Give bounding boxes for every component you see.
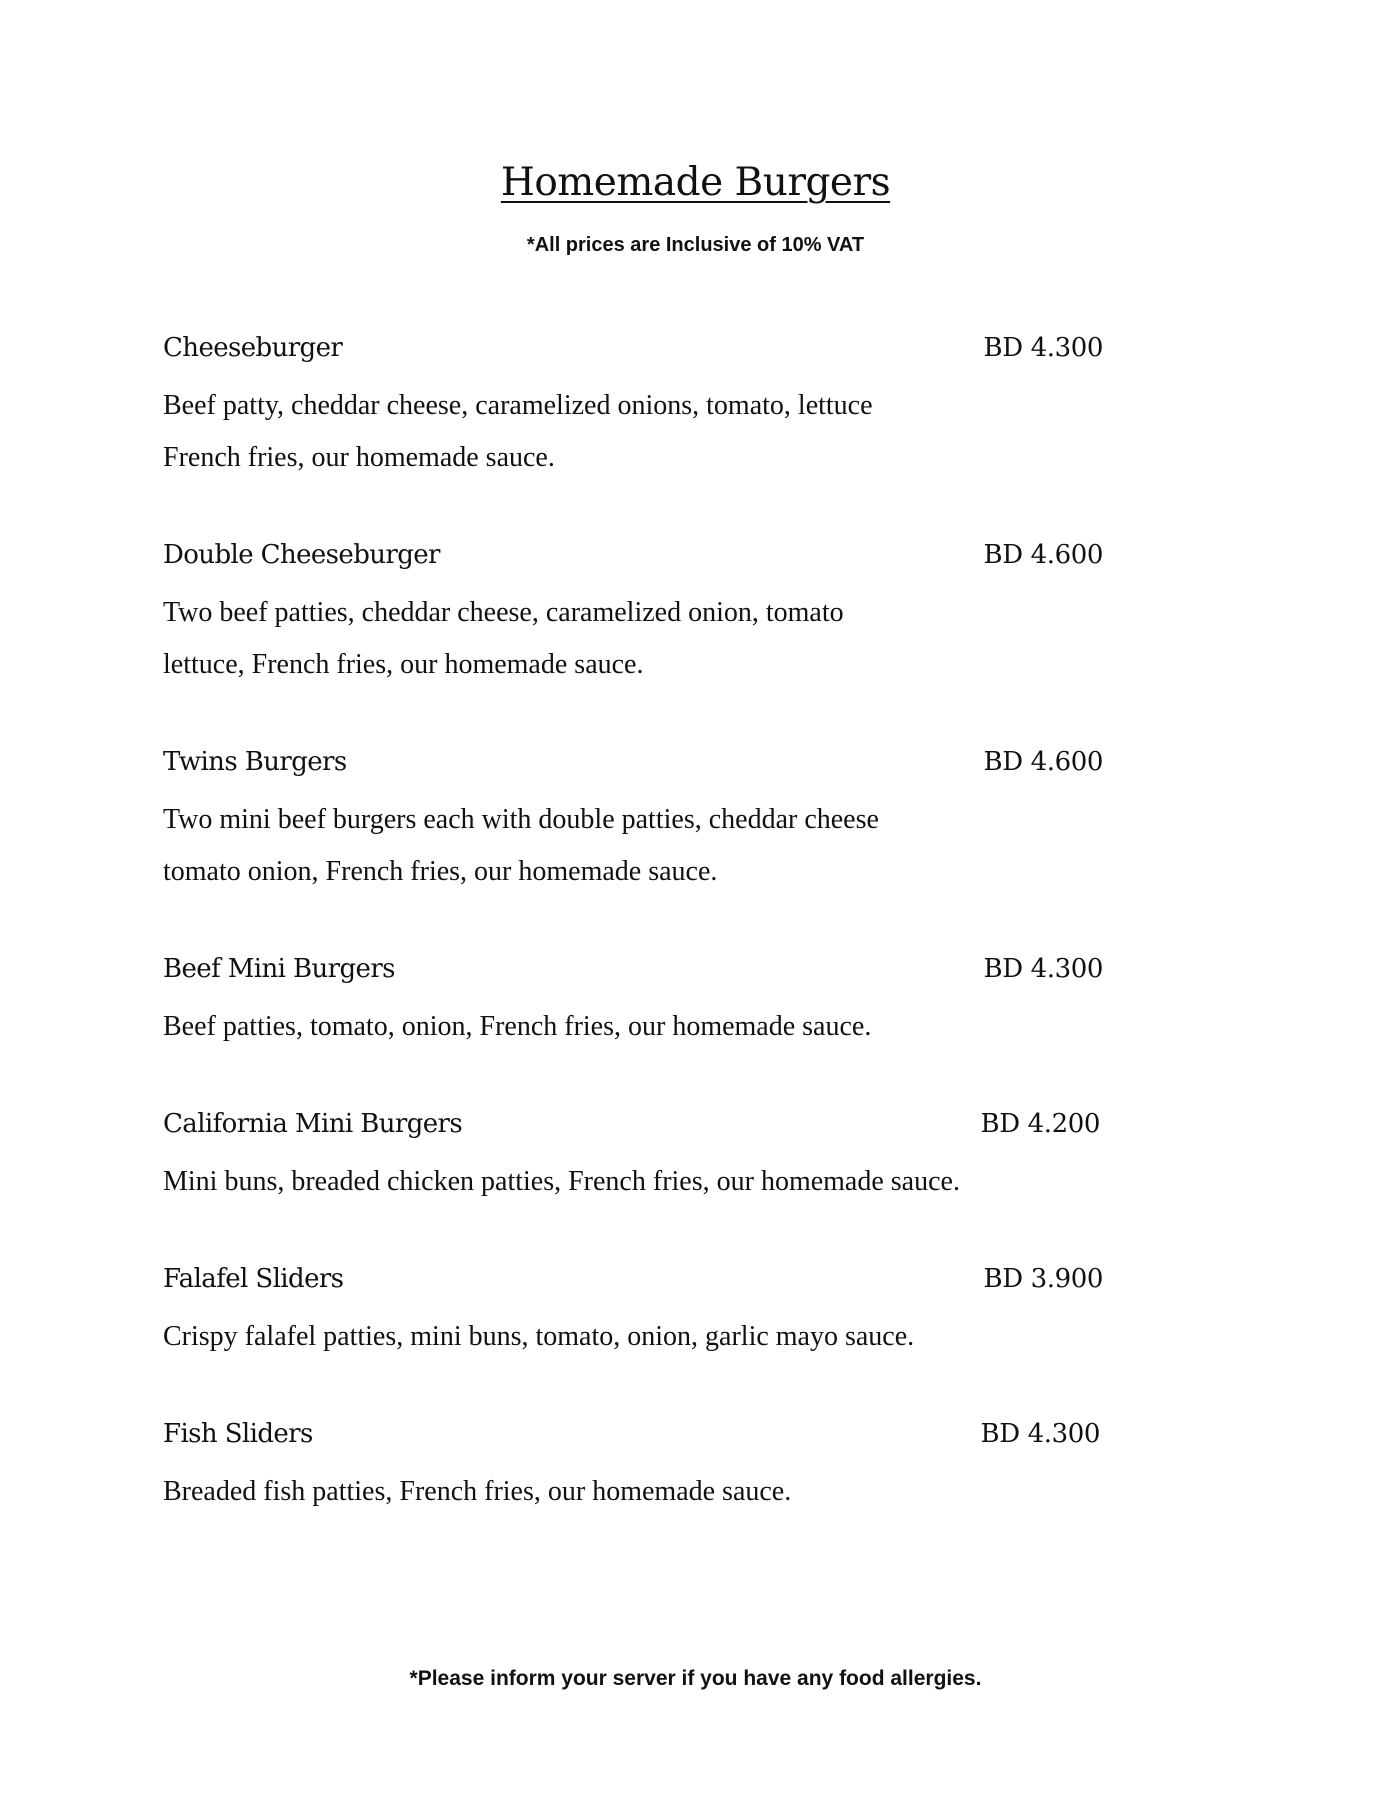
item-description-line: tomato onion, French fries, our homemade sauce. xyxy=(163,856,718,887)
item-name: California Mini Burgers xyxy=(163,1109,463,1139)
item-name: Fish Sliders xyxy=(163,1419,313,1449)
item-description-line: Beef patty, cheddar cheese, caramelized onions, tomato, lettuce xyxy=(163,390,873,421)
item-price: BD 4.300 xyxy=(983,333,1103,363)
item-description-line: Two mini beef burgers each with double patties, cheddar cheese xyxy=(163,804,879,835)
item-price: BD 3.900 xyxy=(983,1264,1103,1294)
item-name: Twins Burgers xyxy=(163,747,347,777)
item-description xyxy=(163,1156,1103,1208)
item-description-line: lettuce, French fries, our homemade sauce. xyxy=(163,649,644,680)
item-description xyxy=(163,794,1103,898)
item-description xyxy=(163,1466,1103,1518)
item-price: BD 4.200 xyxy=(980,1109,1100,1139)
item-description-line: Breaded fish patties, French fries, our homemade sauce. xyxy=(163,1476,792,1507)
item-description-line: French fries, our homemade sauce. xyxy=(163,442,555,473)
page-title: Homemade Burgers xyxy=(500,160,891,205)
item-description xyxy=(163,1001,1103,1053)
item-name: Double Cheeseburger xyxy=(163,540,440,570)
item-price: BD 4.600 xyxy=(983,540,1103,570)
item-description-line: Mini buns, breaded chicken patties, French fries, our homemade sauce. xyxy=(163,1166,960,1197)
item-description xyxy=(163,1311,1103,1363)
item-name: Beef Mini Burgers xyxy=(163,954,395,984)
item-price: BD 4.300 xyxy=(983,954,1103,984)
vat-note: *All prices are Inclusive of 10% VAT xyxy=(526,234,865,256)
item-description xyxy=(163,380,1103,484)
item-price: BD 4.600 xyxy=(983,747,1103,777)
item-description-line: Two beef patties, cheddar cheese, caramelized onion, tomato xyxy=(163,597,844,628)
item-price: BD 4.300 xyxy=(980,1419,1100,1449)
item-description-line: Beef patties, tomato, onion, French fries, our homemade sauce. xyxy=(163,1011,872,1042)
item-name: Cheeseburger xyxy=(163,333,343,363)
item-description xyxy=(163,587,1103,691)
item-description-line: Crispy falafel patties, mini buns, tomato, onion, garlic mayo sauce. xyxy=(163,1321,915,1352)
allergy-note: *Please inform your server if you have any food allergies. xyxy=(409,1667,982,1690)
item-name: Falafel Sliders xyxy=(163,1264,344,1294)
